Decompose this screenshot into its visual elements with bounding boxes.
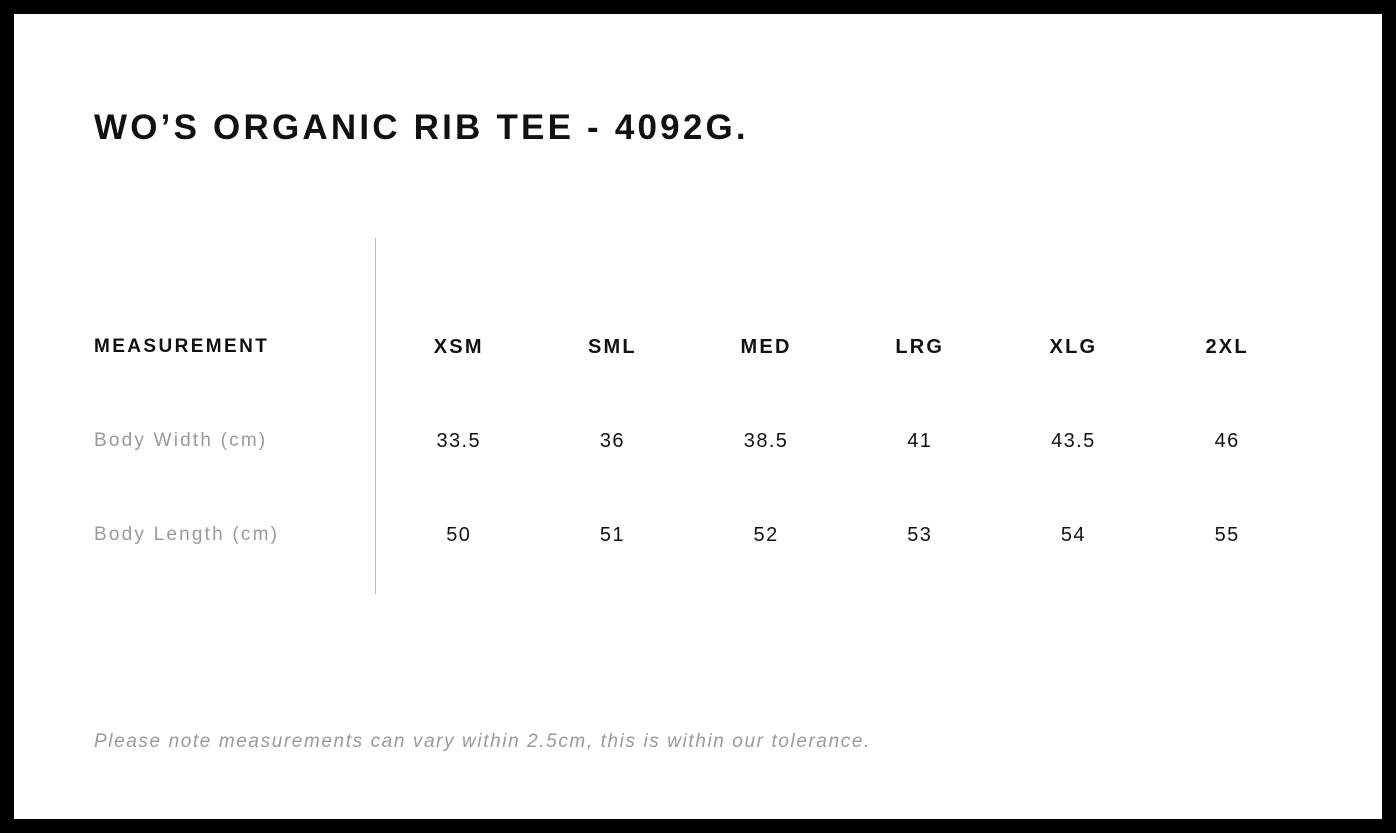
cell-body-length-xsm: 50 bbox=[446, 523, 472, 546]
column-header-size-xlg: XLG bbox=[1049, 335, 1098, 358]
cell-body-length-med: 52 bbox=[753, 523, 779, 546]
tolerance-note: Please note measurements can vary within 2.5cm, this is within our tolerance. bbox=[94, 731, 871, 752]
size-chart-table bbox=[94, 300, 1304, 582]
cell-body-width-xsm: 33.5 bbox=[436, 429, 481, 452]
column-header-size-lrg: LRG bbox=[895, 335, 945, 358]
table-header-row bbox=[94, 300, 1304, 394]
cell-body-width-sml: 36 bbox=[599, 429, 625, 452]
column-header-size-xsm: XSM bbox=[433, 335, 484, 358]
cell-body-width-lrg: 41 bbox=[907, 429, 933, 452]
cell-body-width-xlg: 43.5 bbox=[1051, 429, 1096, 452]
column-header-size-med: MED bbox=[740, 335, 792, 358]
cell-body-length-lrg: 53 bbox=[907, 523, 933, 546]
row-label-body-length: Body Length (cm) bbox=[94, 524, 280, 545]
cell-body-width-med: 38.5 bbox=[743, 429, 789, 452]
page-title: WO’S ORGANIC RIB TEE - 4092G. bbox=[94, 108, 749, 147]
cell-body-width-2xl: 46 bbox=[1214, 429, 1240, 452]
table-row bbox=[94, 394, 1304, 488]
cell-body-length-sml: 51 bbox=[599, 523, 625, 546]
size-chart-page bbox=[14, 14, 1382, 819]
row-label-body-width: Body Width (cm) bbox=[94, 430, 268, 451]
column-header-measurement: MEASUREMENT bbox=[94, 336, 270, 357]
column-header-size-2xl: 2XL bbox=[1205, 335, 1249, 358]
table-row bbox=[94, 488, 1304, 582]
cell-body-length-xlg: 54 bbox=[1060, 523, 1086, 546]
cell-body-length-2xl: 55 bbox=[1214, 523, 1240, 546]
column-header-size-sml: SML bbox=[587, 335, 637, 358]
